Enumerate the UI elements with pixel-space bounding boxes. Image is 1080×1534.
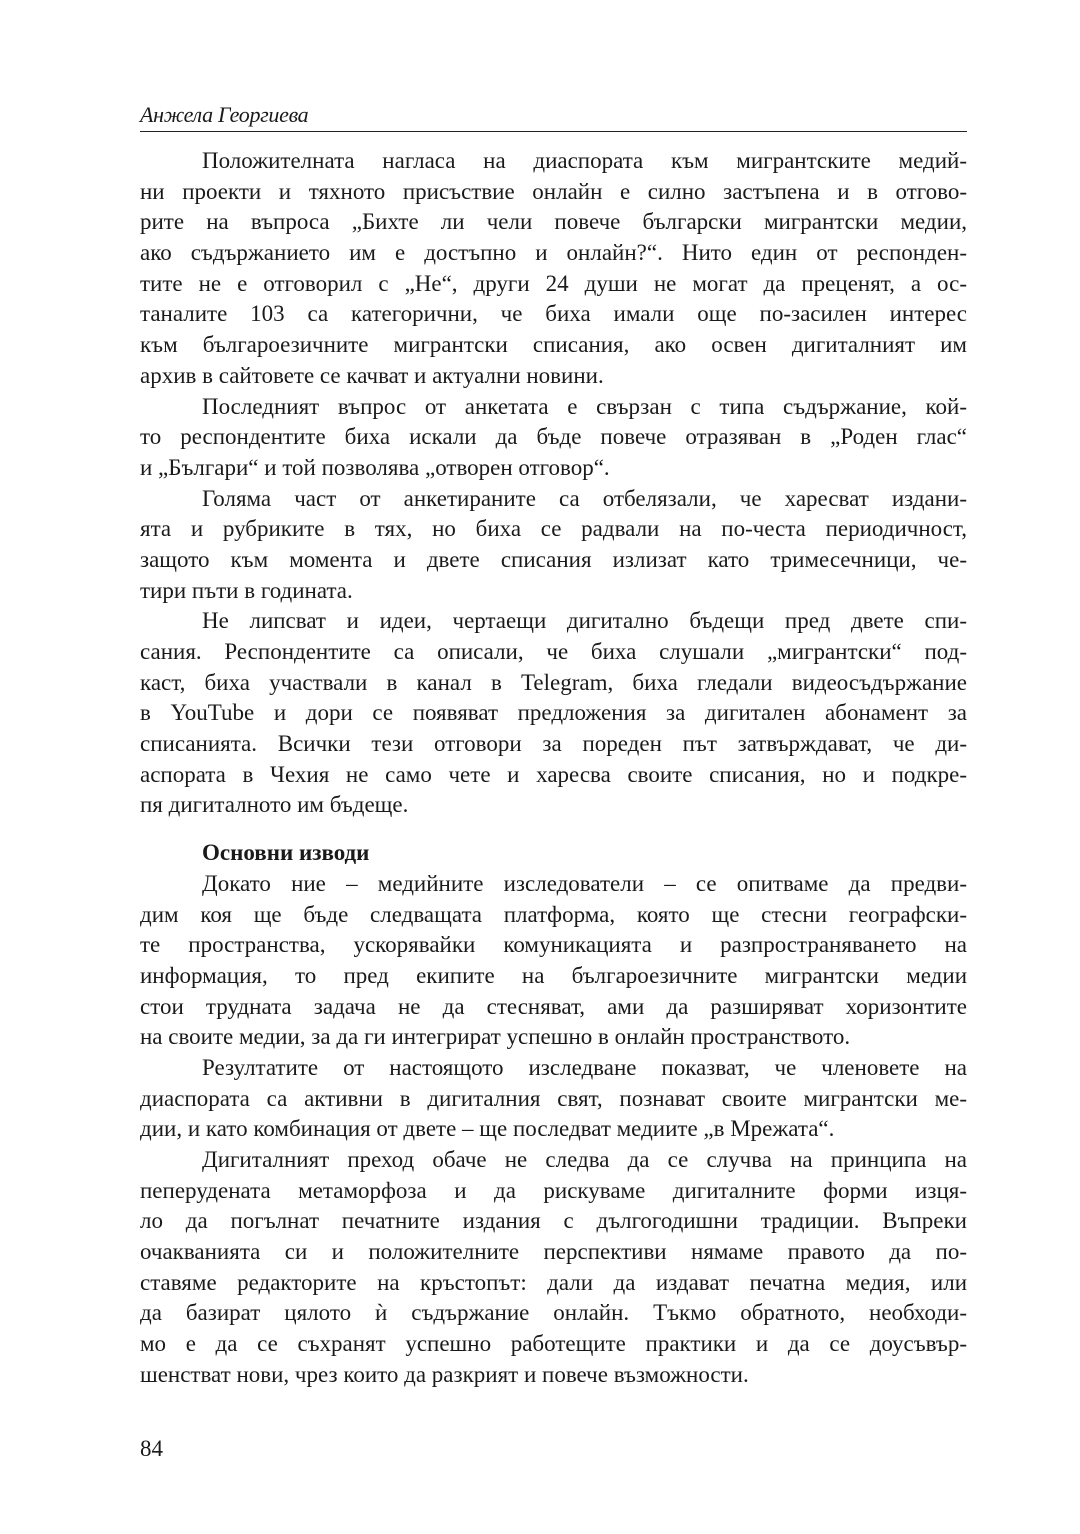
text-line: ята и рубриките в тях, но биха се радвали на по-честа периодичност,	[140, 516, 967, 542]
paragraph	[140, 1145, 967, 1391]
page-body	[140, 146, 967, 1391]
page-number: 84	[140, 1436, 163, 1461]
text-line: дим коя ще бъде следващата платформа, която ще стесни географски-	[140, 901, 967, 927]
text-line: таналите 103 са категорични, че биха имали още по-засилен интерес	[140, 301, 967, 327]
text-line: Докато ние – медийните изследователи – се опитваме да предви-	[202, 870, 967, 896]
paragraph	[140, 1053, 967, 1145]
text-line: пя дигиталното им бъдеще.	[140, 792, 409, 818]
text-line: очакванията си и положителните перспективи нямаме правото да по-	[140, 1239, 967, 1265]
text-line: мо е да се съхранят успешно работещите практики и да се доусъвър-	[140, 1331, 967, 1357]
text-line: то респондентите биха искали да бъде повече отразяван в „Роден глас“	[140, 424, 967, 450]
text-line: към българоезичните мигрантски списания, ако освен дигиталният им	[140, 332, 967, 358]
text-line: ло да погълнат печатните издания с дългогодишни традиции. Въпреки	[140, 1208, 967, 1234]
text-line: да базират цялото ѝ съдържание онлайн. Тъкмо обратното, необходи-	[140, 1300, 967, 1326]
text-line: архив в сайтовете се качват и актуални новини.	[140, 362, 604, 388]
text-line: дии, и като комбинация от двете – ще последват медиите „в Мрежата“.	[140, 1116, 835, 1142]
text-line: сания. Респондентите са описали, че биха слушали „мигрантски“ под-	[140, 639, 967, 664]
section-heading: Основни изводи	[202, 840, 370, 866]
text-line: в YouTube и дори се появяват предложения за дигитален абонамент за	[140, 700, 967, 726]
text-line: защото към момента и двете списания излизат като тримесечници, че-	[140, 546, 967, 572]
paragraph	[140, 484, 967, 607]
text-line: Резултатите от настоящото изследване показват, че членовете на	[202, 1054, 967, 1080]
text-line: рите на въпроса „Бихте ли чели повече български мигрантски медии,	[140, 209, 967, 235]
text-line: Дигиталният преход обаче не следва да се случва на принципа на	[202, 1147, 967, 1172]
running-header: Анжела Георгиева	[140, 102, 309, 127]
text-line: тири пъти в годината.	[140, 577, 353, 603]
text-line: те пространства, ускорявайки комуникацията и разпространяването на	[140, 932, 967, 958]
text-line: списанията. Всички тези отговори за пореден път затвърждават, че ди-	[140, 731, 967, 757]
paragraph	[140, 869, 967, 1053]
section-body	[140, 146, 967, 821]
paragraph	[140, 606, 967, 821]
paragraph	[140, 146, 967, 392]
text-line: Голяма част от анкетираните са отбелязали, че харесват издани-	[202, 485, 967, 511]
paragraph	[140, 392, 967, 484]
text-line: ставяме редакторите на кръстопът: дали да издават печатна медия, или	[140, 1269, 967, 1295]
header-rule	[140, 131, 967, 132]
text-line: ако съдържанието им е достъпно и онлайн?“. Нито един от респонден-	[140, 240, 967, 266]
text-line: шенстват нови, чрез които да разкрият и повече възможности.	[140, 1361, 749, 1387]
text-line: пеперудената метаморфоза и да рискуваме дигиталните форми изця-	[140, 1177, 967, 1203]
text-line: Положителната нагласа на диаспората към мигрантските медий-	[202, 148, 967, 173]
text-line: аспората в Чехия не само чете и харесва своите списания, но и подкре-	[140, 761, 967, 787]
text-line: тите не е отговорил с „Не“, други 24 души не могат да преценят, а ос-	[140, 270, 967, 296]
text-line: информация, то пред екипите на българоезичните мигрантски медии	[140, 962, 967, 988]
section-conclusions	[140, 869, 967, 1391]
text-line: Последният въпрос от анкетата е свързан с типа съдържание, кой-	[202, 393, 967, 419]
text-line: каст, биха участвали в канал в Telegram, биха гледали видеосъдържание	[140, 669, 967, 695]
text-line: диаспората са активни в дигиталния свят, познават своите мигрантски ме-	[140, 1085, 967, 1111]
text-line: Не липсват и идеи, чертаещи дигитално бъдещи пред двете спи-	[202, 608, 967, 634]
text-line: и „Българи“ и той позволява „отворен отговор“.	[140, 454, 610, 480]
text-line: ни проекти и тяхното присъствие онлайн е силно застъпена и в отгово-	[140, 178, 967, 204]
text-line: стои трудната задача не да стесняват, ами да разширяват хоризонтите	[140, 993, 967, 1019]
text-line: на своите медии, за да ги интегрират успешно в онлайн пространството.	[140, 1024, 851, 1050]
